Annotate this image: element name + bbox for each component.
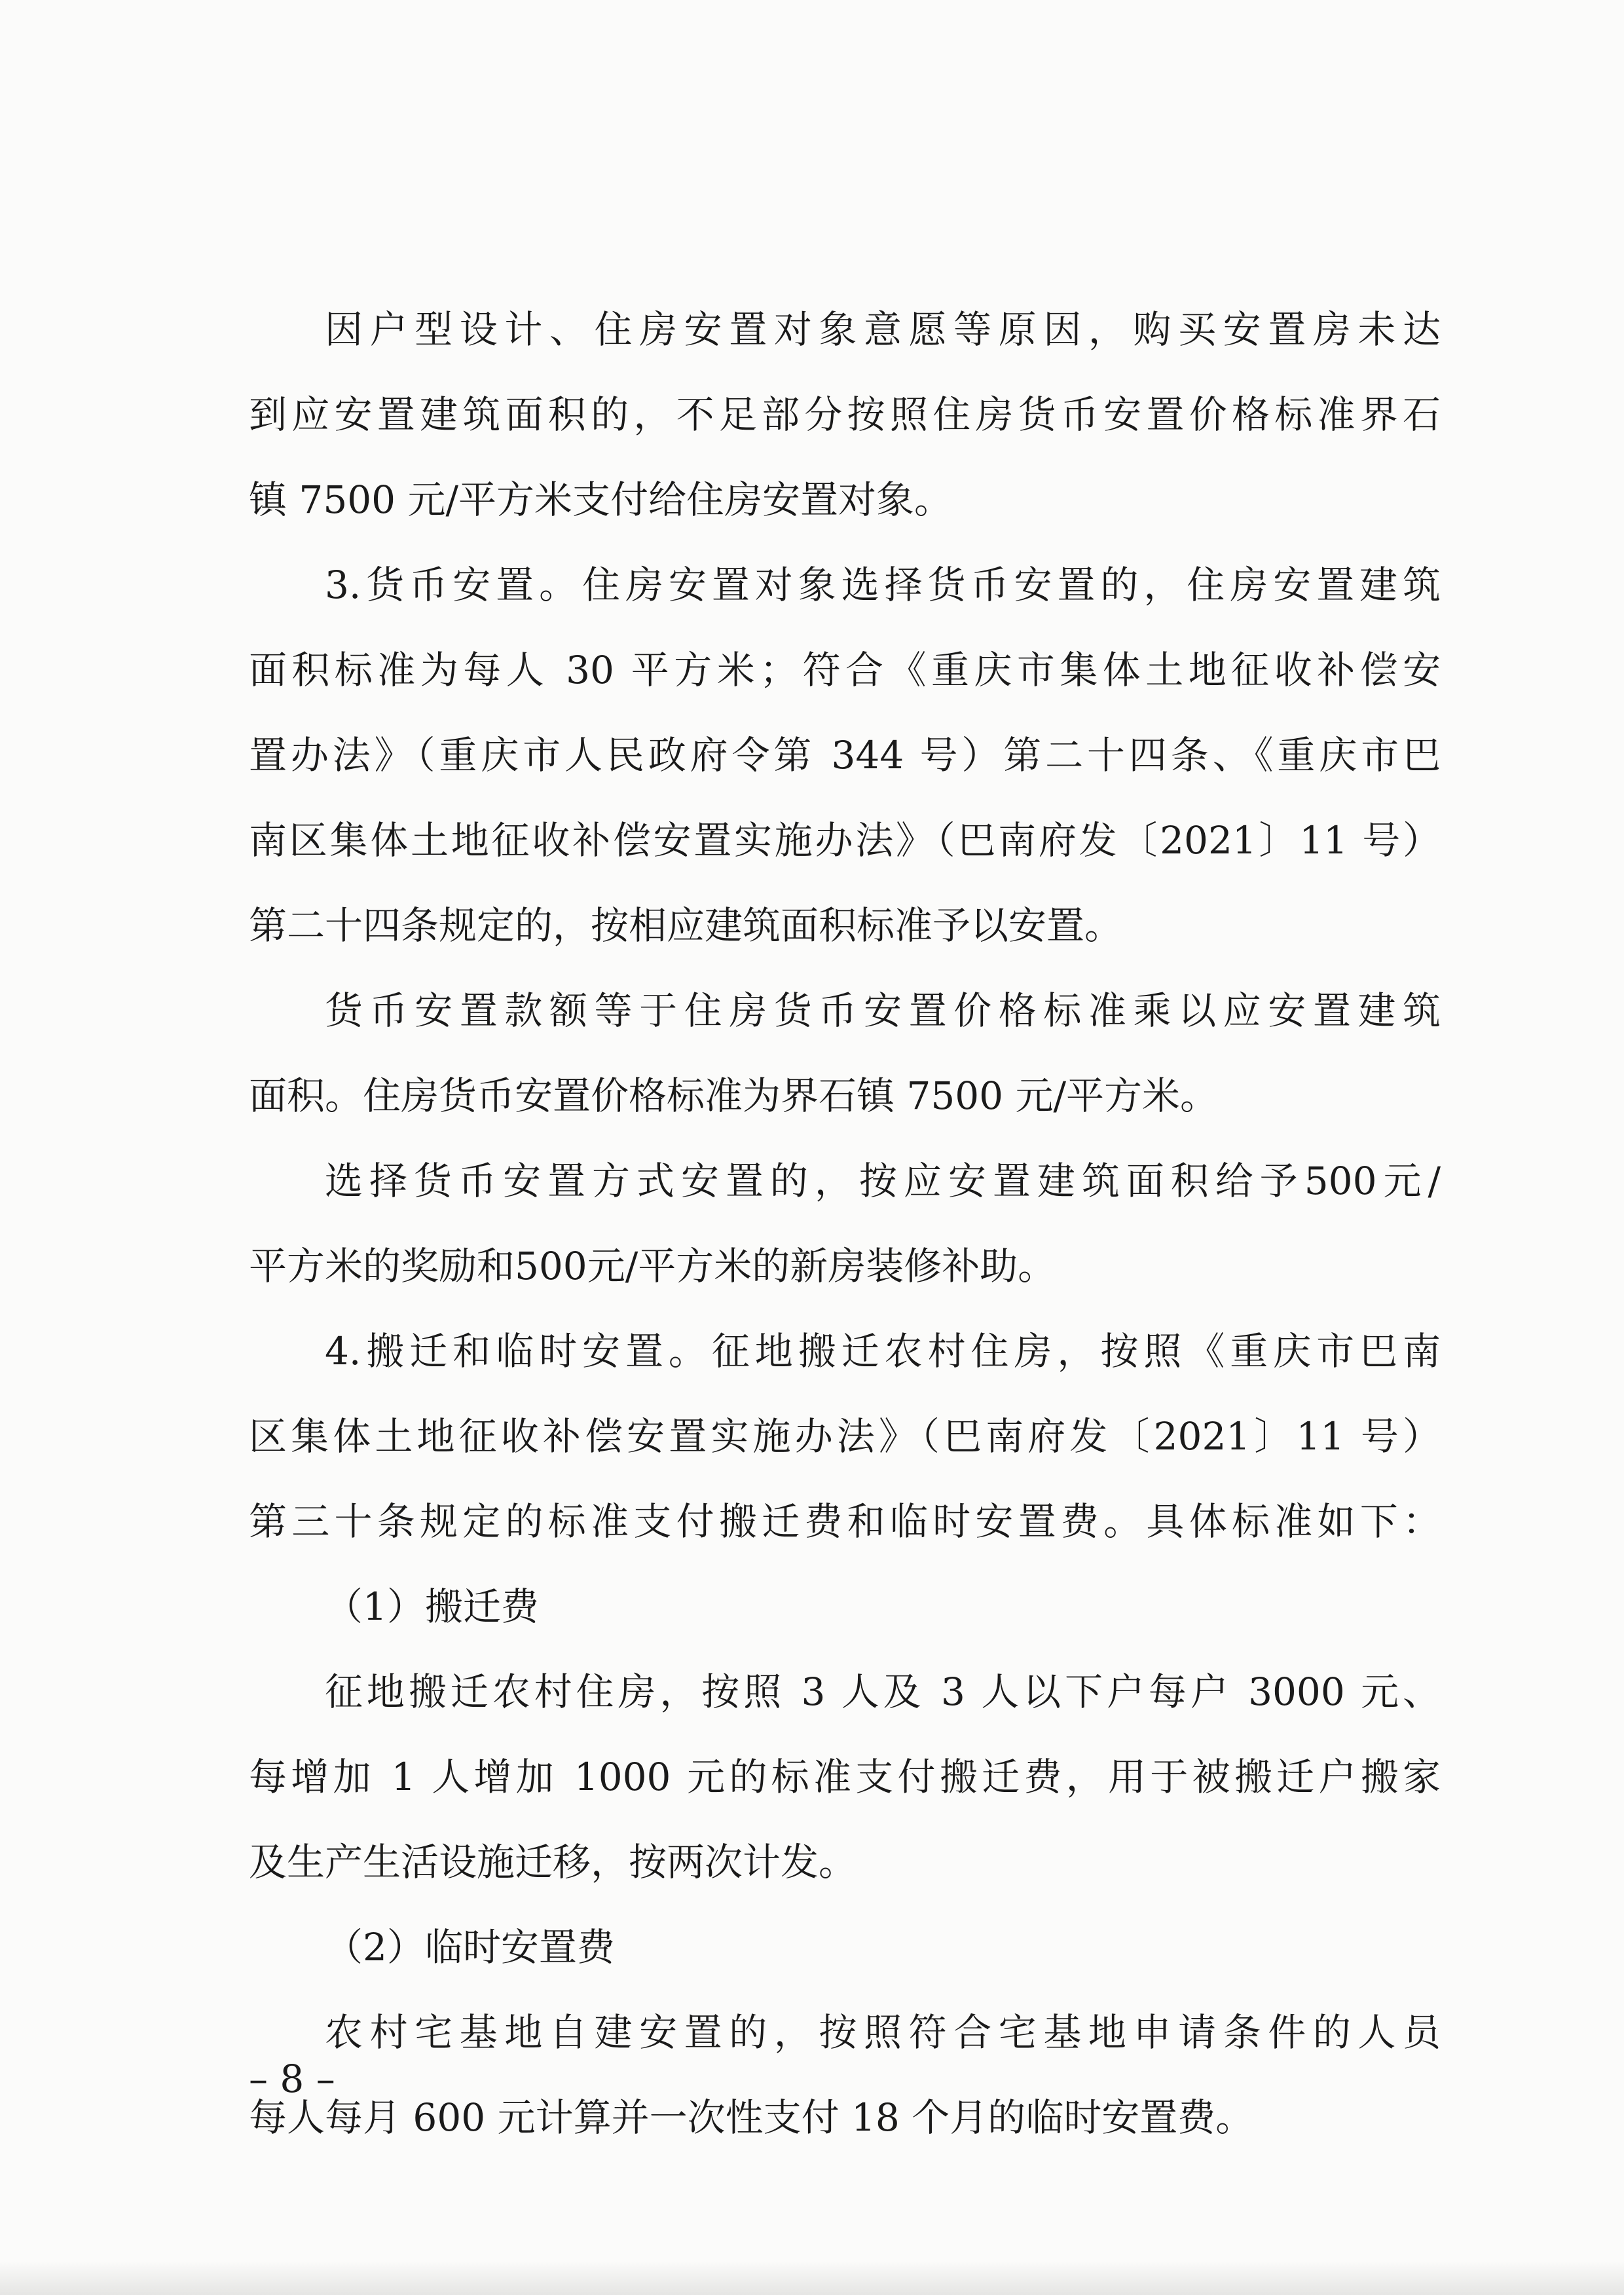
text-line: （1）搬迁费 <box>325 1584 539 1629</box>
text-line: 4.搬迁和临时安置。征地搬迁农村住房，按照《重庆市巴南 <box>325 1329 1441 1373</box>
text-line: （2）临时安置费 <box>325 1925 615 1969</box>
scan-edge-shade <box>0 2261 1624 2295</box>
text-line: 区集体土地征收补偿安置实施办法》（巴南府发〔2021〕11 号） <box>249 1414 1441 1459</box>
text-line: 每增加 1 人增加 1000 元的标准支付搬迁费，用于被搬迁户搬家 <box>249 1755 1441 1799</box>
text-line: 南区集体土地征收补偿安置实施办法》（巴南府发〔2021〕11 号） <box>249 818 1441 863</box>
text-line: 农村宅基地自建安置的，按照符合宅基地申请条件的人员 <box>325 2010 1441 2055</box>
body-text <box>249 287 1441 2160</box>
text-line: 选择货币安置方式安置的，按应安置建筑面积给予500元/ <box>325 1159 1441 1203</box>
text-line: 镇 7500 元/平方米支付给住房安置对象。 <box>249 477 953 522</box>
text-line: 平方米的奖励和500元/平方米的新房装修补助。 <box>249 1244 1056 1288</box>
text-line: 因户型设计、住房安置对象意愿等原因，购买安置房未达 <box>325 307 1441 352</box>
text-line: 第三十条规定的标准支付搬迁费和临时安置费。具体标准如下： <box>249 1499 1441 1544</box>
text-line: 每人每月 600 元计算并一次性支付 18 个月的临时安置费。 <box>249 2095 1254 2140</box>
text-line: 置办法》（重庆市人民政府令第 344 号）第二十四条、《重庆市巴 <box>249 733 1441 777</box>
text-line: 第二十四条规定的，按相应建筑面积标准予以安置。 <box>249 903 1123 948</box>
text-line: 3.货币安置。住房安置对象选择货币安置的，住房安置建筑 <box>325 563 1441 607</box>
text-line: 面积标准为每人 30 平方米；符合《重庆市集体土地征收补偿安 <box>249 648 1441 692</box>
text-line: 面积。住房货币安置价格标准为界石镇 7500 元/平方米。 <box>249 1073 1219 1118</box>
page-number: – 8 – <box>249 2057 335 2101</box>
text-line: 征地搬迁农村住房，按照 3 人及 3 人以下户每户 3000 元、 <box>325 1670 1441 1714</box>
text-line: 及生产生活设施迁移，按两次计发。 <box>249 1840 857 1884</box>
text-line: 到应安置建筑面积的，不足部分按照住房货币安置价格标准界石 <box>249 392 1441 437</box>
text-line: 货币安置款额等于住房货币安置价格标准乘以应安置建筑 <box>325 988 1441 1033</box>
